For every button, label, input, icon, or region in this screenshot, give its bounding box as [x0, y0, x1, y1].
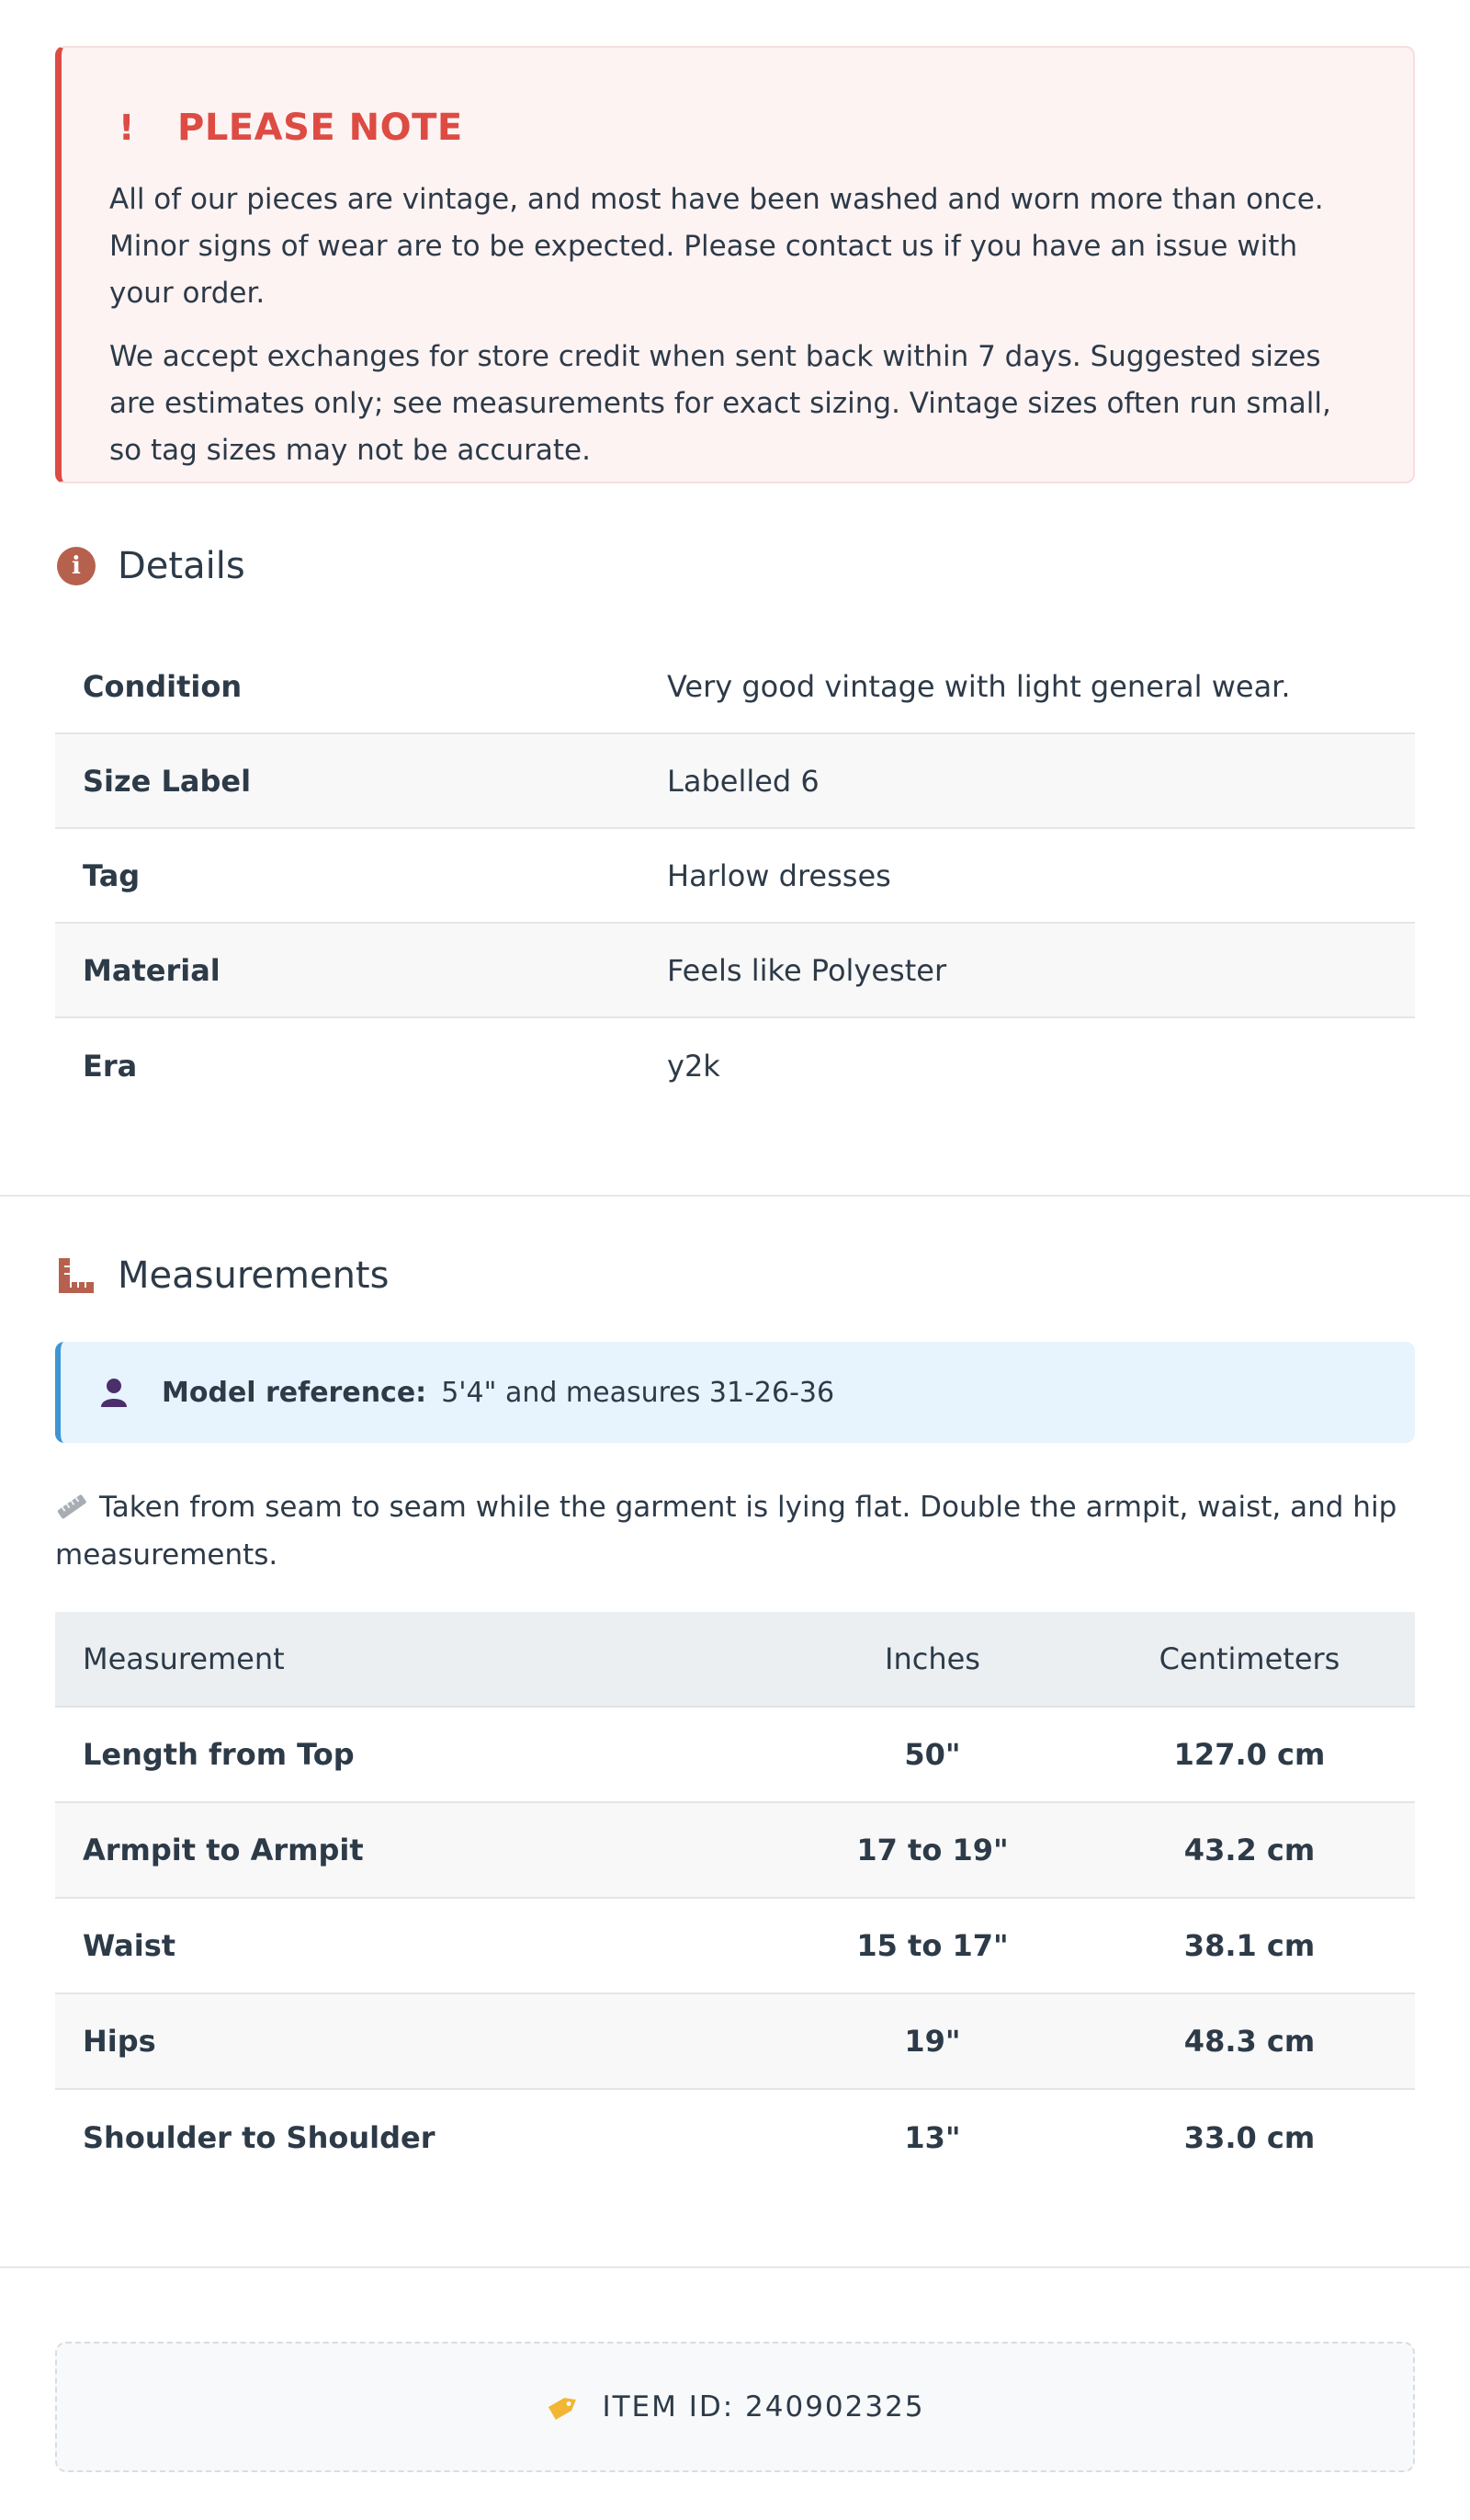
details-value: Labelled 6 — [667, 763, 820, 799]
details-label: Material — [83, 952, 220, 988]
measurement-inches: 15 to 17" — [856, 1928, 1009, 1963]
section-divider — [0, 1195, 1470, 1197]
column-header: Inches — [885, 1641, 980, 1676]
ruler-icon — [55, 1254, 97, 1297]
measurement-cm: 33.0 cm — [1183, 2120, 1316, 2155]
measurement-inches: 13" — [904, 2120, 961, 2155]
measurements-title: Measurements — [118, 1254, 390, 1297]
details-label: Condition — [83, 668, 243, 704]
details-row — [55, 1018, 1415, 1113]
measurement-cm: 38.1 cm — [1183, 1928, 1316, 1963]
table-row — [55, 2090, 1415, 2185]
details-table — [55, 640, 1415, 1113]
item-id: ITEM ID: 240902325 — [602, 2390, 925, 2424]
section-divider — [0, 2266, 1470, 2268]
measurement-name: Waist — [83, 1928, 176, 1963]
measurement-inches: 50" — [904, 1737, 961, 1772]
measurements-table — [55, 1612, 1415, 2185]
notice-paragraph: We accept exchanges for store credit when sent back within 7 days. Suggested sizes are estimates only; see measurements for exact sizing. Vintage sizes often run small, so tag sizes may not be accurate. — [109, 340, 1331, 467]
details-value: Very good vintage with light general wear. — [667, 668, 1291, 704]
details-row — [55, 924, 1415, 1018]
measurement-note — [55, 1483, 1415, 1579]
item-id-box — [55, 2342, 1415, 2472]
details-label: Tag — [83, 857, 141, 893]
details-header — [55, 539, 245, 594]
column-header: Centimeters — [1159, 1641, 1340, 1676]
details-title: Details — [118, 545, 245, 587]
notice-paragraph: All of our pieces are vintage, and most have been washed and worn more than once. Minor signs of wear are to be expected. Please contact us if you have an issue with your order. — [109, 183, 1324, 310]
details-label: Size Label — [83, 763, 252, 799]
details-row — [55, 829, 1415, 924]
table-row — [55, 1899, 1415, 1994]
info-icon: i — [55, 545, 97, 587]
please-note-callout — [55, 46, 1415, 483]
model-reference-text: 5'4" and measures 31-26-36 — [441, 1376, 835, 1409]
details-value: Harlow dresses — [667, 857, 891, 893]
measurement-name: Length from Top — [83, 1737, 355, 1772]
table-row — [55, 1994, 1415, 2090]
measurement-inches: 19" — [904, 2024, 961, 2059]
details-value: Feels like Polyester — [667, 952, 947, 988]
measurement-note-text: Taken from seam to seam while the garment is lying flat. Double the armpit, waist, and hip measurements. — [55, 1491, 1397, 1572]
measurement-cm: 43.2 cm — [1183, 1833, 1316, 1867]
measurements-header — [55, 1248, 389, 1303]
measurement-name: Shoulder to Shoulder — [83, 2120, 435, 2155]
measurement-cm: 127.0 cm — [1173, 1737, 1326, 1772]
notice-title: PLEASE NOTE — [177, 107, 463, 149]
details-row — [55, 640, 1415, 734]
exclamation-icon: ! — [119, 108, 135, 148]
measurement-inches: 17 to 19" — [856, 1833, 1009, 1867]
table-row — [55, 1803, 1415, 1899]
measurement-name: Armpit to Armpit — [83, 1833, 364, 1867]
details-value: y2k — [667, 1048, 720, 1084]
measurement-name: Hips — [83, 2024, 156, 2059]
model-reference — [55, 1342, 1415, 1443]
column-header: Measurement — [83, 1641, 285, 1676]
details-row — [55, 734, 1415, 829]
tag-icon — [545, 2389, 582, 2425]
table-row — [55, 1708, 1415, 1803]
details-label: Era — [83, 1048, 138, 1084]
ruler-small-icon — [55, 1493, 88, 1519]
model-reference-label: Model reference: — [162, 1376, 427, 1409]
person-icon — [97, 1376, 130, 1409]
notice-header — [109, 105, 1367, 151]
measurement-cm: 48.3 cm — [1183, 2024, 1316, 2059]
table-header-row — [55, 1612, 1415, 1708]
